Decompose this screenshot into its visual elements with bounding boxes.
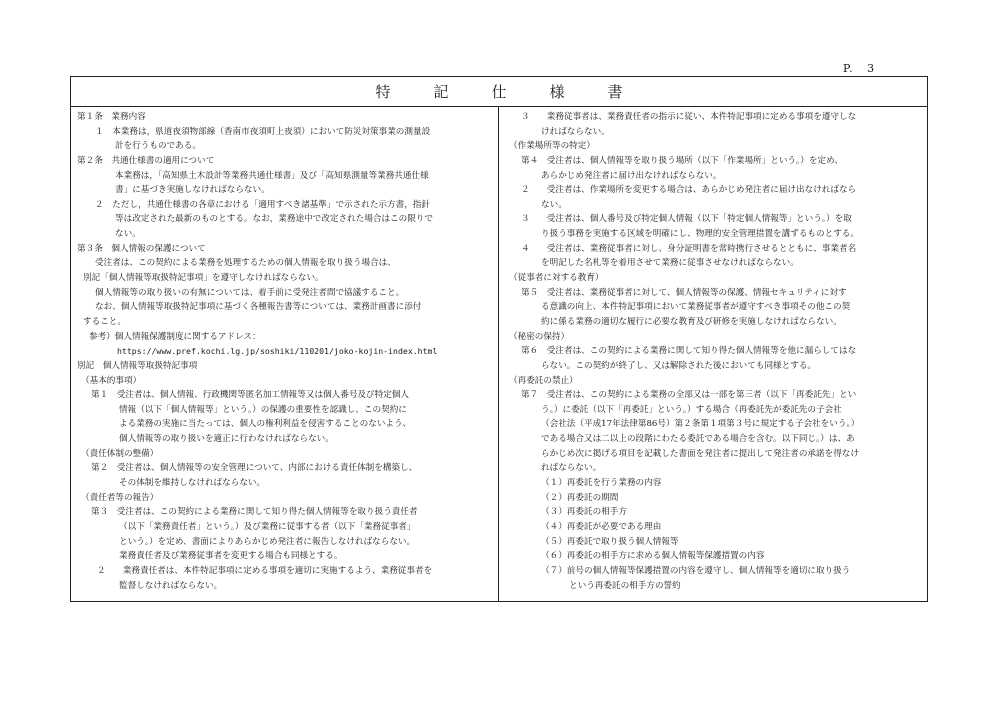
text-line: よる業務の実施に当たっては、個人の権利利益を侵害することのないよう、 (119, 419, 412, 430)
text-line: （５）再委託で取り扱う個人情報等 (541, 536, 679, 547)
text-line: ３ 受注者は、個人番号及び特定個人情報（以下「特定個人情報等」という。）を取 (521, 214, 852, 225)
text-line: である場合又は二以上の段階にわたる委託である場合を含む。以下同じ。）は、あ (541, 434, 855, 445)
text-line: 参考）個人情報保護制度に関するアドレス： (89, 331, 261, 342)
text-line: ２ 業務責任者は、本件特記事項に定める事項を適切に実施するよう、業務従事者を (97, 565, 433, 576)
text-line: 業務責任者及び業務従事者を変更する場合も同様とする。 (119, 551, 343, 562)
text-line: （会社法（平成17年法律第86号）第２条第１項第３号に規定する子会社をいう。） (541, 419, 860, 430)
text-line: う。）に委託（以下「再委託」という。）する場合（再委託先が委託先の子会社 (541, 404, 842, 415)
text-line: り扱う事務を実施する区域を明確にし、物理的安全管理措置を講ずるものとする。 (541, 229, 859, 240)
text-line: 別記「個人情報等取扱特記事項」を遵守しなければならない。 (83, 273, 324, 284)
text-line: （６）再委託の相手方に求める個人情報等保護措置の内容 (541, 551, 765, 562)
text-line: 第７ 受注者は、この契約による業務の全部又は一部を第三者（以下「再委託先」とい (521, 390, 857, 401)
text-line: ３ 業務従事者は、業務責任者の指示に従い、本件特記事項に定める事項を遵守しな (521, 112, 857, 122)
left-column (71, 107, 499, 602)
text-line: ２ ただし，共通仕様書の各章における「適用すべき諸基準」で示された示方書，指針 (95, 199, 430, 210)
text-line: という。）を定め、書面によりあらかじめ発注者に報告しなければならない。 (119, 536, 416, 547)
text-line: 第５ 受注者は、業務従事者に対して、個人情報等の保護、情報セキュリティに対す (521, 287, 847, 298)
body-columns (71, 107, 927, 602)
text-line: ればならない。 (541, 463, 602, 474)
text-line: （責任体制の整備） (81, 448, 159, 459)
text-line: 書」に基づき実施しなければならない。 (115, 185, 270, 196)
text-line: （責任者等の報告） (81, 492, 159, 503)
document-title: 特 記 仕 様 書 (375, 83, 637, 101)
text-line: ない。 (115, 229, 141, 240)
text-line: 第３条 個人情報の保護について (77, 243, 206, 254)
text-line: 第１ 受注者は、個人情報、行政機関等匿名加工情報等又は個人番号及び特定個人 (91, 390, 409, 401)
text-line: （以下「業務責任者」という。）及び業務に従事する者（以下「業務従事者」 (119, 521, 416, 532)
text-line: 第６ 受注者は、この契約による業務に関して知り得た個人情報等を他に漏らしてはな (521, 346, 857, 357)
text-line: らない。この契約が終了し、又は解除された後においても同様とする。 (541, 360, 817, 371)
text-line: ４ 受注者は、業務従事者に対し、身分証明書を常時携行させるとともに、事業者名 (521, 243, 857, 254)
text-line: 監督しなければならない。 (119, 580, 223, 591)
text-line: 第１条 業務内容 (77, 112, 146, 122)
text-line: ２ 受注者は、作業場所を変更する場合は、あらかじめ発注者に届け出なければなら (521, 185, 857, 196)
text-line: 等は改定された最新のものとする。なお，業務途中で改定された場合はこの限りで (115, 214, 433, 225)
text-line: ければならない。 (541, 126, 610, 137)
text-line: 別記 個人情報等取扱特記事項 (77, 360, 198, 371)
text-line: を明記した名札等を着用させて業務に従事させなければならない。 (541, 258, 799, 269)
text-line: 計を行うものである。 (115, 141, 201, 152)
text-line: （従事者に対する教育） (509, 273, 604, 284)
text-line: ない。 (541, 199, 567, 210)
right-column (499, 107, 927, 602)
page-number: P. 3 (843, 62, 876, 75)
text-line: すること。 (83, 316, 126, 327)
text-line: （基本的事項） (81, 375, 142, 386)
text-line: という再委託の相手方の誓約 (569, 580, 681, 591)
text-line: １ 本業務は，県道夜須物部線（香南市夜須町上夜須）において防災対策事業の測量設 (95, 126, 431, 137)
text-line: 情報（以下「個人情報等」という。）の保護の重要性を認識し、この契約に (119, 404, 407, 415)
title-bar (71, 77, 927, 107)
text-line: 約に係る業務の適切な履行に必要な教育及び研修を実施しなければならない。 (541, 316, 842, 327)
reference-url: https://www.pref.kochi.lg.jp/soshiki/110201/joko-kojin-index.html (117, 346, 438, 357)
text-line: その体制を維持しなければならない。 (119, 478, 266, 489)
document-frame (70, 76, 928, 602)
text-line: 個人情報等の取り扱いの有無については、着手前に受発注者間で協議すること。 (95, 287, 405, 298)
text-line: 本業務は，「高知県土木設計等業務共通仕様書」及び「高知県測量等業務共通仕様 (115, 170, 429, 181)
text-line: （秘密の保持） (509, 331, 570, 342)
text-line: （再委託の禁止） (509, 375, 578, 386)
text-line: （３）再委託の相手方 (541, 507, 627, 518)
text-line: （４）再委託が必要である理由 (541, 521, 662, 532)
text-line: なお、個人情報等取扱特記事項に基づく各種報告書等については、業務計画書に添付 (95, 302, 422, 313)
text-line: る意識の向上、本件特記事項において業務従事者が遵守すべき事項その他この契 (541, 302, 851, 313)
text-line: 受注者は、この契約による業務を処理するための個人情報を取り扱う場合は、 (95, 258, 396, 269)
text-line: 第４ 受注者は、個人情報等を取り扱う場所（以下「作業場所」という。）を定め、 (521, 155, 843, 166)
text-line: （２）再委託の期間 (541, 492, 619, 503)
text-line: （７）前号の個人情報等保護措置の内容を遵守し、個人情報等を適切に取り扱う (541, 565, 851, 576)
text-line: あらかじめ発注者に届け出なければならない。 (541, 170, 722, 181)
text-line: らかじめ次に掲げる項目を記載した書面を発注者に提出して発注者の承諾を得なけ (541, 448, 859, 459)
text-line: （作業場所等の特定） (509, 141, 595, 152)
text-line: 個人情報等の取り扱いを適正に行わなければならない。 (119, 434, 334, 445)
text-line: 第２条 共通仕様書の適用について (77, 155, 215, 166)
text-line: （１）再委託を行う業務の内容 (541, 478, 662, 489)
text-line: 第３ 受注者は、この契約による業務に関して知り得た個人情報等を取り扱う責任者 (91, 507, 418, 518)
text-line: 第２ 受注者は、個人情報等の安全管理について、内部における責任体制を構築し、 (91, 463, 418, 474)
